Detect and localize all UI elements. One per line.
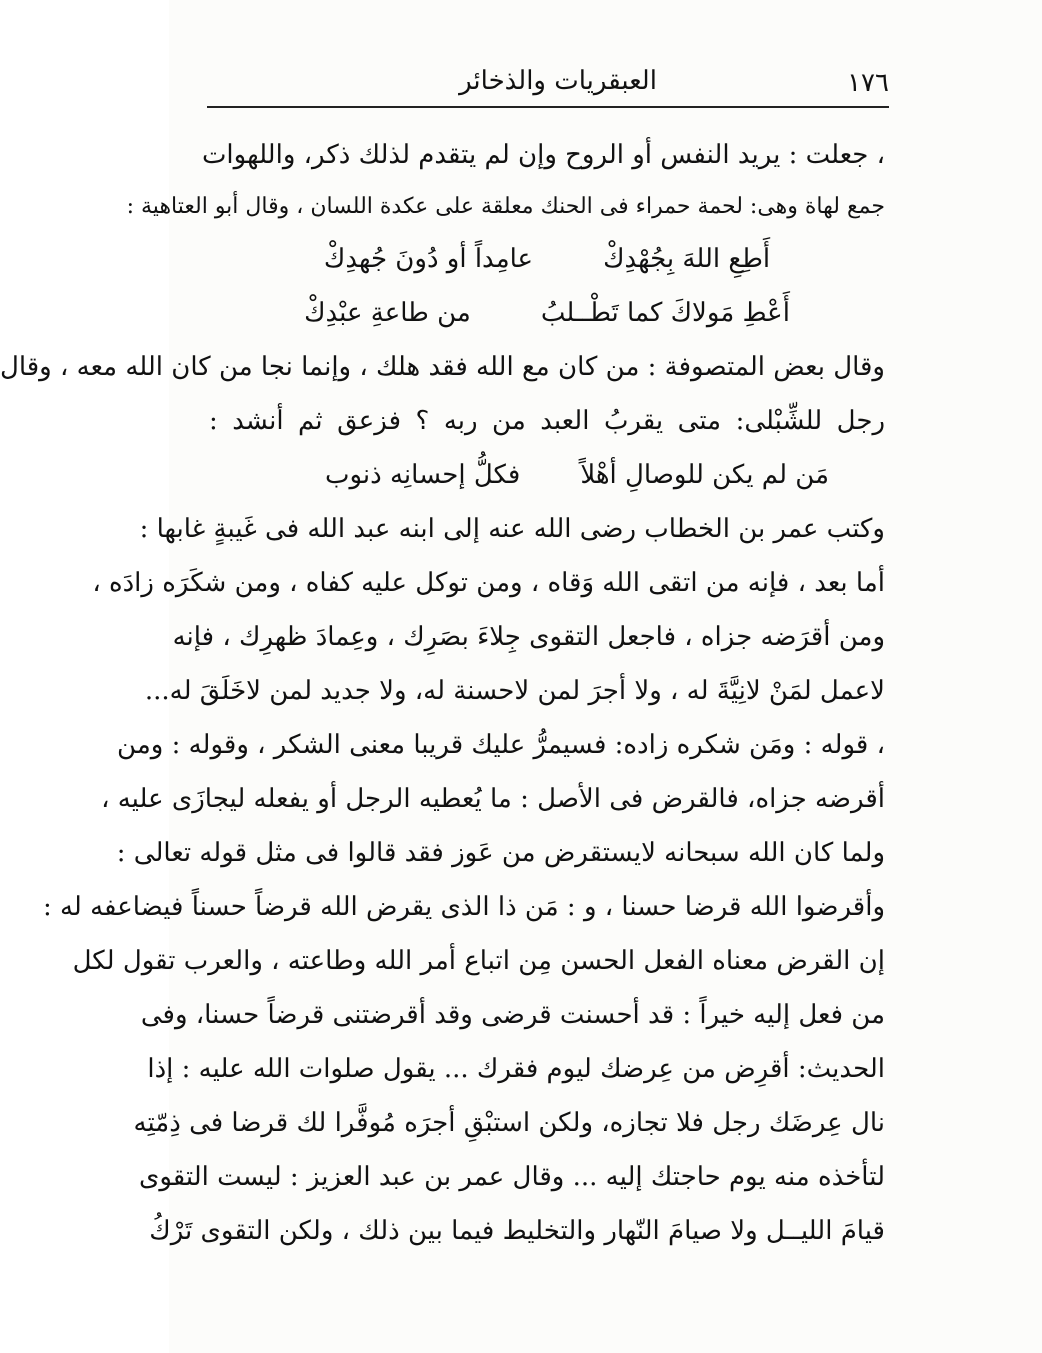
- text-line: جمع لهاة وهى: لحمة حمراء فى الحنك معلقة على عكدة اللسان ، وقال أبو العتاهية :: [126, 194, 885, 219]
- verse-hemistich-second: فكلُّ إحسانِه ذنوب: [324, 460, 521, 490]
- text-line: نال عِرضَك رجل فلا تجازه، ولكن استبْقِ أجرَه مُوفَّرا لك قرضا فى ذِمّتِه: [133, 1108, 885, 1138]
- text-line: رجل للشِّبْلى: متى يقربُ العبد من ربه ؟ فزعق ثم أنشد :: [209, 406, 885, 436]
- running-title: العبقريات والذخائر: [459, 66, 657, 96]
- text-line: الحديث: أقرِض من عِرضك ليوم فقرك ... يقول صلوات الله عليه : إذا: [147, 1054, 885, 1084]
- text-line: ولما كان الله سبحانه لايستقرض من عَوز فقد قالوا فى مثل قوله تعالى :: [116, 838, 885, 868]
- page-number: ١٧٦: [847, 68, 889, 98]
- header-rule: [207, 106, 889, 108]
- poem-verse: [209, 286, 885, 340]
- text-line: أما بعد ، فإنه من اتقى الله وَقاه ، ومن توكل عليه كفاه ، ومن شكَرَه زادَه ،: [92, 568, 885, 598]
- text-line: وكتب عمر بن الخطاب رضى الله عنه إلى ابنه عبد الله فى غَيبةٍ غابها :: [139, 514, 885, 544]
- verse-hemistich-first: مَن لم يكن للوصالِ أهْلاً: [580, 460, 830, 490]
- text-line: قيامَ الليــل ولا صيامَ النّهار والتخليط فيما بين ذلك ، ولكن التقوى تَرْكُ: [149, 1216, 885, 1246]
- poem-verse: [209, 232, 885, 286]
- verse-hemistich-first: أَعْطِ مَولاكَ كما تَطْــلبُ: [540, 298, 790, 328]
- text-line: لاعمل لمَنْ لانِيَّةَ له ، ولا أجرَ لمن لاحسنة له، ولا جديد لمن لاخَلَقَ له...: [144, 676, 885, 706]
- page-body: [0, 128, 885, 1258]
- verse-hemistich-second: من طاعةِ عبْدِكْ: [304, 298, 471, 328]
- verse-hemistich-second: عامِداً أو دُونَ جُهدِكْ: [323, 244, 534, 274]
- text-line: أقرضه جزاه، فالقرض فى الأصل : ما يُعطيه الرجل أو يفعله ليجازَى عليه ،: [101, 784, 885, 814]
- page-header: [207, 62, 889, 102]
- poem-verse: [209, 448, 885, 502]
- text-line: ، جعلت : يريد النفس أو الروح وإن لم يتقدم لذلك ذكر، واللهوات: [201, 140, 885, 170]
- text-line: وأقرضوا الله قرضا حسنا ، و : مَن ذا الذى يقرض الله قرضاً حسناً فيضاعفه له :: [42, 892, 885, 922]
- text-line: ومن أقرَضه جزاه ، فاجعل التقوى جِلاءَ بصَرِك ، وعِمادَ ظهرِك ، فإنه: [172, 622, 885, 652]
- text-line: إن القرض معناه الفعل الحسن مِن اتباع أمر الله وطاعته ، والعرب تقول لكل: [72, 946, 885, 976]
- text-line: من فعل إليه خيراً : قد أحسنت قرضى وقد أقرضتنى قرضاً حسنا، وفى: [140, 1000, 885, 1030]
- text-line: وقال بعض المتصوفة : من كان مع الله فقد هلك ، وإنما نجا من كان الله معه ، وقال: [0, 352, 885, 382]
- text-line: لتأخذه منه يوم حاجتك إليه ... وقال عمر بن عبد العزيز : ليست التقوى: [138, 1162, 885, 1192]
- verse-hemistich-first: أَطِعِ اللهَ بِجُهْدِكْ: [603, 244, 771, 274]
- text-line: ، قوله : ومَن شكره زاده: فسيمرُّ عليك قريبا معنى الشكر ، وقوله : ومن: [117, 730, 885, 760]
